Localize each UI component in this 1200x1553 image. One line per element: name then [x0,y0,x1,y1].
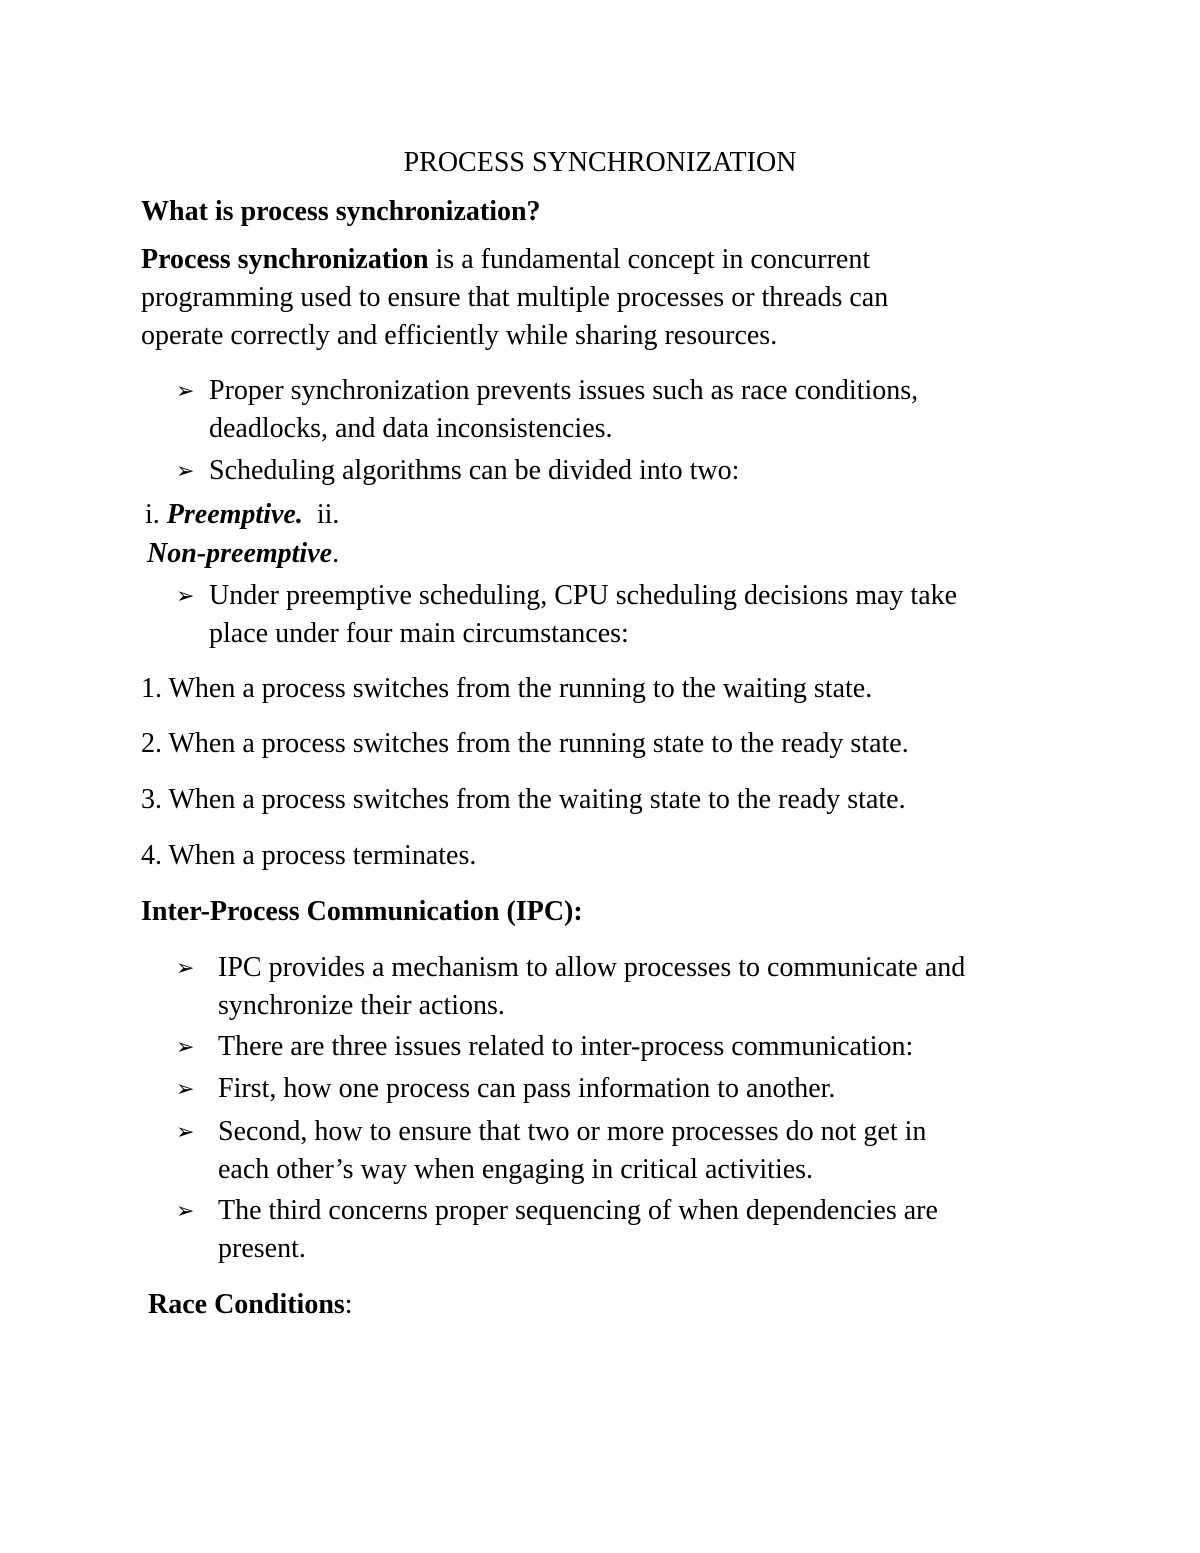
intro-line-1-rest: is a fundamental concept in concurrent [428,244,871,275]
bullet-item-continued: place under four main circumstances: [209,618,629,649]
ipc-bullet-item-continued: each other’s way when engaging in critical activities. [218,1154,814,1185]
question-heading: What is process synchronization? [141,196,541,227]
ipc-bullet-item: Second, how to ensure that two or more processes do not get in [218,1116,927,1147]
ipc-bullet-item: The third concerns proper sequencing of when dependencies are [218,1195,938,1226]
numbered-item: 2. When a process switches from the running state to the ready state. [141,728,909,759]
arrow-bullet-icon: ➢ [176,956,195,981]
numbered-item: 1. When a process switches from the running to the waiting state. [141,673,873,704]
ipc-bullet-item-continued: present. [218,1233,306,1264]
arrow-bullet-icon: ➢ [176,1199,195,1224]
type-i-label: i. [145,499,167,530]
ipc-heading: Inter-Process Communication (IPC): [141,896,583,927]
race-conditions-colon: : [344,1289,353,1320]
arrow-bullet-icon: ➢ [176,379,195,404]
numbered-item: 4. When a process terminates. [141,840,477,871]
race-conditions-heading [148,1286,353,1324]
page-title: PROCESS SYNCHRONIZATION [403,147,797,178]
intro-line-3: operate correctly and efficiently while sharing resources. [141,320,778,351]
intro-line-2: programming used to ensure that multiple processes or threads can [141,282,889,313]
intro-bold-term: Process synchronization [141,244,429,275]
non-preemptive-term: Non-preemptive [147,538,333,569]
scheduling-types-line [145,496,339,534]
ipc-bullet-item: There are three issues related to inter-process communication: [218,1031,914,1062]
non-preemptive-period: . [332,538,340,569]
bullet-item: Under preemptive scheduling, CPU scheduling decisions may take [209,580,958,611]
ipc-bullet-item-continued: synchronize their actions. [218,990,505,1021]
bullet-item: Proper synchronization prevents issues such as race conditions, [209,375,919,406]
race-conditions-label: Race Conditions [148,1289,345,1320]
arrow-bullet-icon: ➢ [176,459,195,484]
preemptive-term: Preemptive. [166,499,303,530]
type-ii-label: ii. [302,499,340,530]
numbered-item: 3. When a process switches from the waiting state to the ready state. [141,784,906,815]
non-preemptive-line [147,535,339,573]
arrow-bullet-icon: ➢ [176,584,195,609]
ipc-bullet-item: IPC provides a mechanism to allow processes to communicate and [218,952,966,983]
ipc-bullet-item: First, how one process can pass information to another. [218,1073,836,1104]
arrow-bullet-icon: ➢ [176,1077,195,1102]
bullet-item: Scheduling algorithms can be divided into two: [209,455,740,486]
intro-line-1 [141,241,870,279]
arrow-bullet-icon: ➢ [176,1120,195,1145]
arrow-bullet-icon: ➢ [176,1035,195,1060]
bullet-item-continued: deadlocks, and data inconsistencies. [209,413,613,444]
